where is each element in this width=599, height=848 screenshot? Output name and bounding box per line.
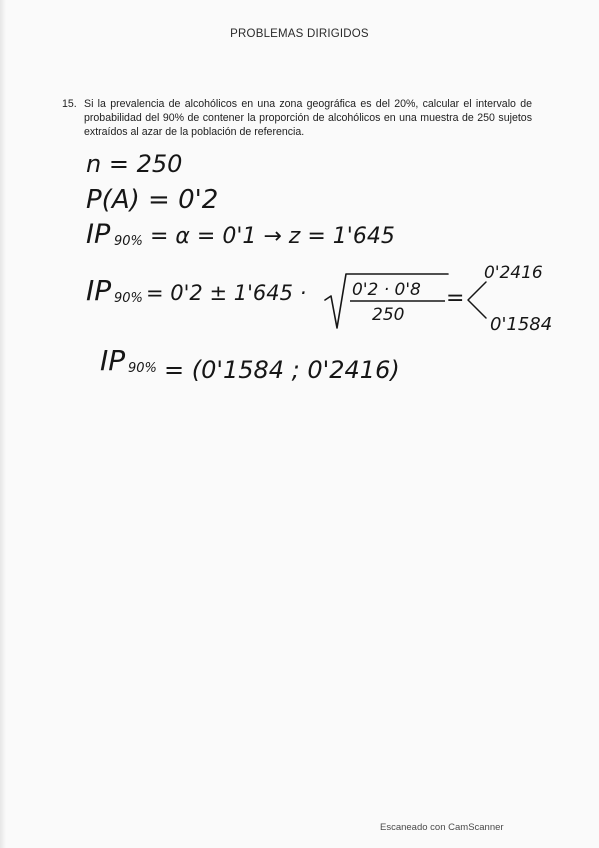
- hw-line4-ip: IP: [86, 274, 112, 307]
- upper-limit-value: 0'2416: [484, 263, 543, 283]
- hw-line3-subscript: 90%: [114, 234, 143, 249]
- hw-line5-ip: IP: [100, 344, 126, 377]
- branch-bracket: [468, 282, 486, 318]
- hw-line3-alpha-z: = α = 0'1 → z = 1'645: [150, 224, 395, 249]
- hw-line5-interval: = (0'1584 ; 0'2416): [164, 356, 400, 384]
- hw-line-sample-size: n = 250: [86, 150, 183, 178]
- sqrt-denominator: 250: [372, 305, 405, 325]
- problem-number: 15.: [62, 98, 77, 110]
- hw-line5-subscript: 90%: [128, 361, 157, 376]
- hw-line3-ip: IP: [86, 219, 111, 250]
- page-header-title: PROBLEMAS DIRIGIDOS: [230, 28, 369, 40]
- scanner-watermark: Escaneado con CamScanner: [380, 822, 504, 833]
- sqrt-numerator: 0'2 · 0'8: [352, 280, 421, 300]
- equals-sign: =: [446, 286, 465, 311]
- hw-line4-subscript: 90%: [114, 291, 143, 306]
- hw-line-prevalence: P(A) = 0'2: [86, 185, 219, 215]
- lower-limit-value: 0'1584: [490, 314, 553, 335]
- hw-line4-formula: = 0'2 ± 1'645 ·: [146, 281, 307, 305]
- problem-text: Si la prevalencia de alcohólicos en una zona geográfica es del 20%, calcular el intervalo de probabilidad del 90% de contener la proporción de alcohólicos en una muestra de 250 sujetos extraídos al azar de la población de referencia.: [84, 98, 532, 138]
